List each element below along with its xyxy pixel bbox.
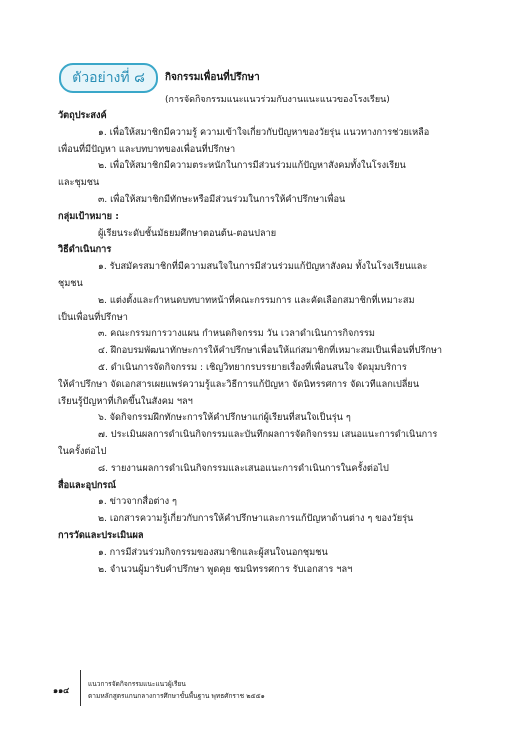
objective-item-cont: และชุมชน bbox=[58, 177, 100, 189]
procedure-item: ๖. จัดกิจกรรมฝึกทักษะการให้คำปรึกษาแก่ผู้เรียนที่สนใจเป็นรุ่น ๆ bbox=[98, 412, 351, 424]
materials-heading: สื่อและอุปกรณ์ bbox=[58, 479, 116, 491]
target-heading: กลุ่มเป้าหมาย : bbox=[58, 210, 119, 222]
footer-book-subtitle: ตามหลักสูตรแกนกลางการศึกษาขั้นพื้นฐาน พุทธศักราช ๒๕๕๑ bbox=[88, 692, 265, 700]
objectives-heading: วัตถุประสงค์ bbox=[58, 110, 107, 121]
evaluation-heading: การวัดและประเมินผล bbox=[58, 529, 144, 541]
procedure-item: ๒. แต่งตั้งและกำหนดบทบาทหน้าที่คณะกรรมการ และคัดเลือกสมาชิกที่เหมาะสม bbox=[98, 294, 415, 306]
procedure-item-cont: ชุมชน bbox=[58, 277, 83, 289]
evaluation-item: ๑. การมีส่วนร่วมกิจกรรมของสมาชิกและผู้สนใจนอกชุมชน bbox=[98, 546, 328, 558]
footer-book-title: แนวการจัดกิจกรรมแนะแนวผู้เรียน bbox=[88, 680, 186, 688]
example-number-badge: ตัวอย่างที่ ๘ bbox=[59, 63, 158, 93]
objective-item: ๓. เพื่อให้สมาชิกมีทักษะหรือมีส่วนร่วมในการให้คำปรึกษาเพื่อน bbox=[98, 193, 346, 205]
footer-divider bbox=[80, 670, 81, 706]
procedure-item: ๔. ฝึกอบรมพัฒนาทักษะการให้คำปรึกษาเพื่อนให้แก่สมาชิกที่เหมาะสมเป็นเพื่อนที่ปรึกษา bbox=[98, 345, 443, 357]
procedure-item: ๓. คณะกรรมการวางแผน กำหนดกิจกรรม วัน เวลาดำเนินการกิจกรรม bbox=[98, 328, 375, 340]
evaluation-item: ๒. จำนวนผู้มารับคำปรึกษา พูดคุย ชมนิทรรศการ รับเอกสาร ฯลฯ bbox=[98, 563, 353, 575]
objective-item: ๑. เพื่อให้สมาชิกมีความรู้ ความเข้าใจเกี่ยวกับปัญหาของวัยรุ่น แนวทางการช่วยเหลือ bbox=[98, 126, 430, 138]
document-body bbox=[58, 108, 472, 578]
materials-item: ๒. เอกสารความรู้เกี่ยวกับการให้คำปรึกษาและการแก้ปัญหาด้านต่าง ๆ ของวัยรุ่น bbox=[98, 513, 414, 525]
target-text: ผู้เรียนระดับชั้นมัธยมศึกษาตอนต้น-ตอนปลาย bbox=[98, 227, 277, 239]
procedure-item-cont: เป็นเพื่อนที่ปรึกษา bbox=[58, 311, 128, 323]
activity-title: กิจกรรมเพื่อนที่ปรึกษา bbox=[165, 72, 260, 83]
objective-item: ๒. เพื่อให้สมาชิกมีความตระหนักในการมีส่วนร่วมแก้ปัญหาสังคมทั้งในโรงเรียน bbox=[98, 160, 406, 172]
procedure-item: ๘. รายงานผลการดำเนินกิจกรรมและเสนอแนะการดำเนินการในครั้งต่อไป bbox=[98, 462, 389, 474]
procedure-item-cont: ให้คำปรึกษา จัดเอกสารเผยแพร่ความรู้และวิธีการแก้ปัญหา จัดนิทรรศการ จัดเวทีแลกเปลี่ยน bbox=[58, 378, 420, 390]
procedure-heading: วิธีดำเนินการ bbox=[58, 244, 112, 256]
activity-subtitle: (การจัดกิจกรรมแนะแนวร่วมกับงานแนะแนวของโรงเรียน) bbox=[165, 95, 390, 105]
procedure-item: ๗. ประเมินผลการดำเนินกิจกรรมและบันทึกผลการจัดกิจกรรม เสนอแนะการดำเนินการ bbox=[98, 429, 438, 441]
procedure-item: ๑. รับสมัครสมาชิกที่มีความสนใจในการมีส่วนร่วมแก้ปัญหาสังคม ทั้งในโรงเรียนและ bbox=[98, 261, 428, 273]
procedure-item-cont: ในครั้งต่อไป bbox=[58, 445, 107, 457]
page-number: ๑๑๔ bbox=[53, 686, 70, 695]
procedure-item: ๕. ดำเนินการจัดกิจกรรม : เชิญวิทยากรบรรยายเรื่องที่เพื่อนสนใจ จัดมุมบริการ bbox=[98, 361, 407, 373]
materials-item: ๑. ข่าวจากสื่อต่าง ๆ bbox=[98, 496, 177, 508]
procedure-item-cont: เรียนรู้ปัญหาที่เกิดขึ้นในสังคม ฯลฯ bbox=[58, 395, 193, 407]
objective-item-cont: เพื่อนที่มีปัญหา และบทบาทของเพื่อนที่ปรึกษา bbox=[58, 143, 236, 155]
